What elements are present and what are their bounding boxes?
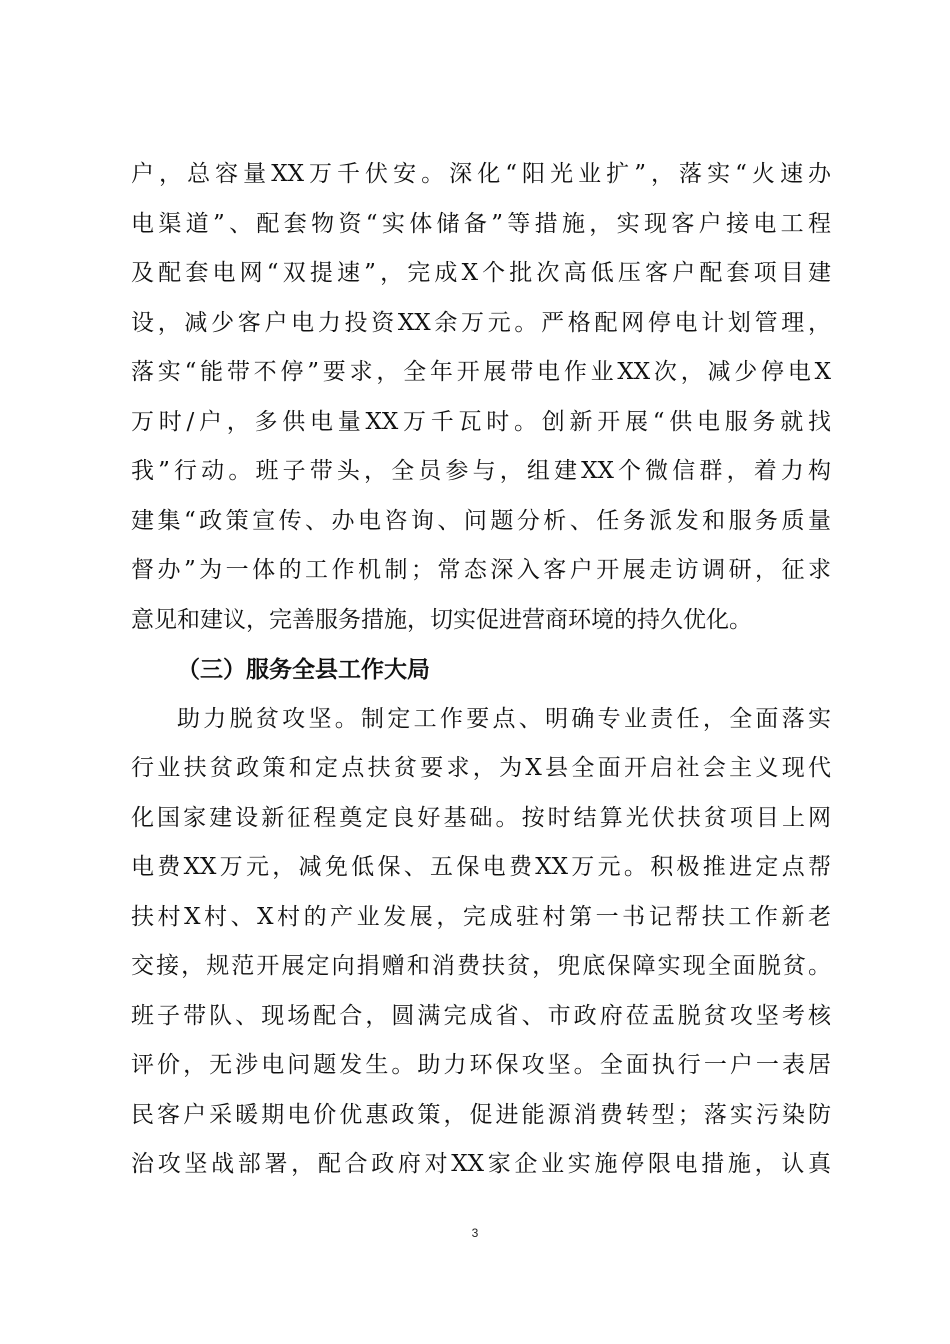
text-line: 电渠道”、配套物资“实体储备”等措施，实现客户接电工程 [131, 210, 831, 237]
text-line: 扶村X村、X村的产业发展，完成驻村第一书记帮扶工作新老 [131, 903, 831, 930]
section-heading: （三）服务全县工作大局 [177, 656, 430, 683]
text-line: 我”行动。班子带头，全员参与，组建XX个微信群，着力构 [131, 458, 831, 484]
text-line: 班子带队、现场配合，圆满完成省、市政府莅盂脱贫攻坚考核 [131, 1002, 831, 1029]
text-line: 交接，规范开展定向捐赠和消费扶贫，兜底保障实现全面脱贫。 [131, 953, 831, 979]
text-line: 助力脱贫攻坚。制定工作要点、明确专业责任，全面落实 [177, 705, 831, 732]
text-line: 行业扶贫政策和定点扶贫要求，为X县全面开启社会主义现代 [131, 755, 831, 781]
text-line: 督办”为一体的工作机制；常态深入客户开展走访调研，征求 [131, 557, 831, 583]
text-line: 户，总容量XX万千伏安。深化“阳光业扩”，落实“火速办 [131, 161, 831, 187]
text-line: 民客户采暖期电价优惠政策，促进能源消费转型；落实污染防 [131, 1101, 831, 1128]
body-text [131, 150, 831, 1190]
text-line: 落实“能带不停”要求，全年开展带电作业XX次，减少停电X [131, 359, 831, 385]
text-line: 意见和建议，完善服务措施，切实促进营商环境的持久优化。 [131, 606, 752, 633]
page-number: 3 [471, 1226, 479, 1240]
text-line: 建集“政策宣传、办电咨询、问题分析、任务派发和服务质量 [131, 507, 831, 534]
text-line: 电费XX万元，减免低保、五保电费XX万元。积极推进定点帮 [131, 854, 831, 880]
text-line: 评价，无涉电问题发生。助力环保攻坚。全面执行一户一表居 [131, 1052, 831, 1078]
text-line: 及配套电网“双提速”，完成X个批次高低压客户配套项目建 [131, 260, 831, 286]
text-line: 治攻坚战部署，配合政府对XX家企业实施停限电措施，认真 [131, 1151, 831, 1177]
text-line: 万时/户，多供电量XX万千瓦时。创新开展“供电服务就找 [131, 408, 831, 435]
text-line: 设，减少客户电力投资XX余万元。严格配网停电计划管理， [131, 309, 831, 336]
text-line: 化国家建设新征程奠定良好基础。按时结算光伏扶贫项目上网 [131, 804, 831, 831]
